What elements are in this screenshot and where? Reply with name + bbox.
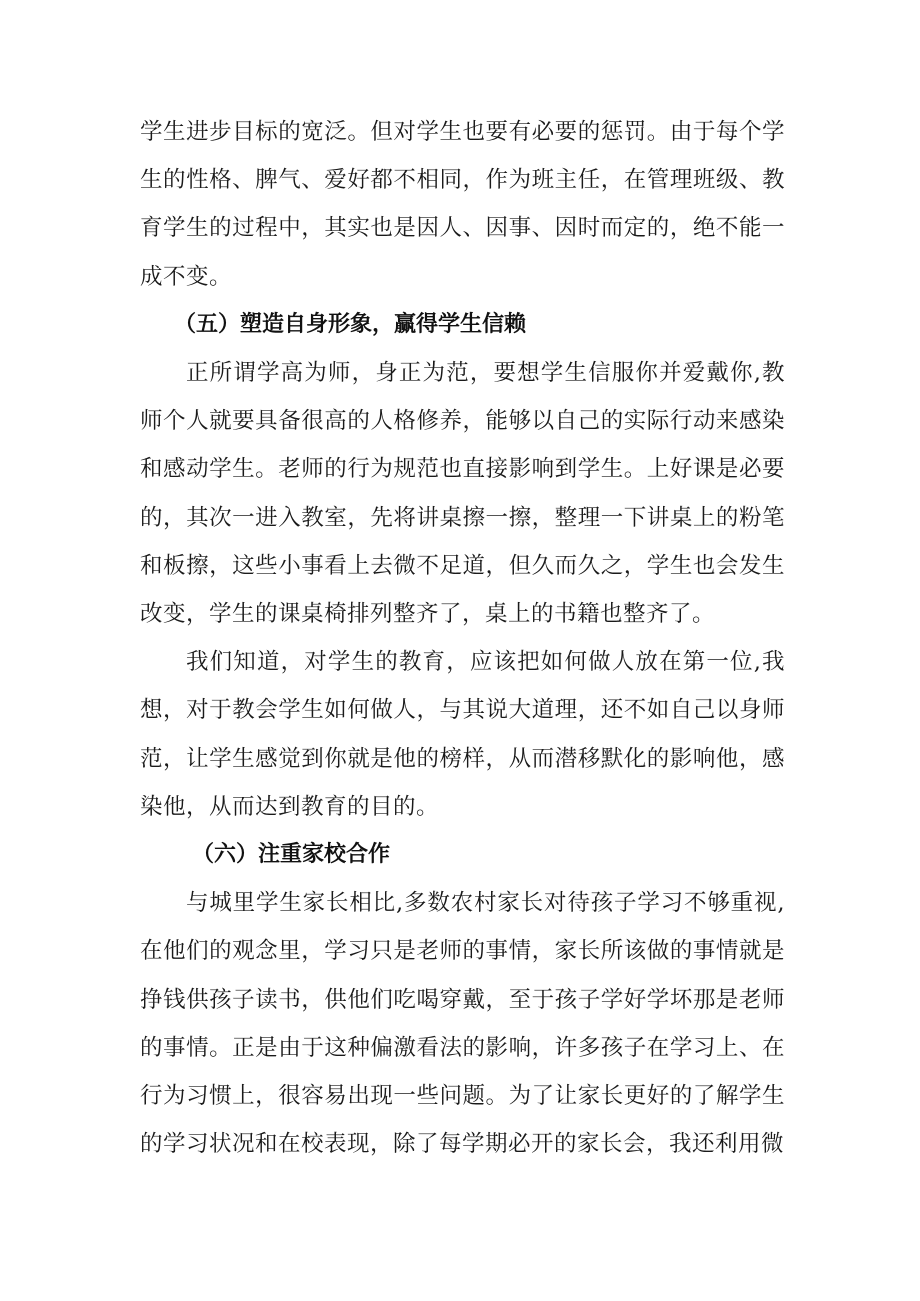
paragraph-3: 我们知道，对学生的教育，应该把如何做人放在第一位,我想，对于教会学生如何做人，与其说大道理，还不如自己以身师范，让学生感觉到你就是他的榜样，从而潜移默化的影响他，感染他，从而达到教育的目的。 (140, 649, 785, 820)
section-heading-5: （五）塑造自身形象，赢得学生信赖 (174, 311, 527, 337)
paragraph-1: 学生进步目标的宽泛。但对学生也要有必要的惩罚。由于每个学生的性格、脾气、爱好都不相同，作为班主任，在管理班级、教育学生的过程中，其实也是因人、因事、因时而定的，绝不能一成不变。 (140, 119, 785, 290)
paragraph-2: 正所谓学高为师，身正为范，要想学生信服你并爱戴你,教师个人就要具备很高的人格修养，能够以自己的实际行动来感染和感动学生。老师的行为规范也直接影响到学生。上好课是必要的，其次一进入教室，先将讲桌擦一擦，整理一下讲桌上的粉笔和板擦，这些小事看上去微不足道，但久而久之，学生也会发生改变，学生的课桌椅排列整齐了，桌上的书籍也整齐了。 (140, 360, 785, 628)
section-heading-6: （六）注重家校合作 (192, 842, 391, 868)
paragraph-4: 与城里学生家长相比,多数农村家长对待孩子学习不够重视,在他们的观念里，学习只是老师的事情，家长所该做的事情就是挣钱供孩子读书，供他们吃喝穿戴，至于孩子学好学坏那是老师的事情。正是由于这种偏激看法的影响，许多孩子在学习上、在行为习惯上，很容易出现一些问题。为了让家长更好的了解学生的学习状况和在校表现，除了每学期必开的家长会，我还利用微 (140, 890, 785, 1158)
document-body (140, 108, 785, 1168)
